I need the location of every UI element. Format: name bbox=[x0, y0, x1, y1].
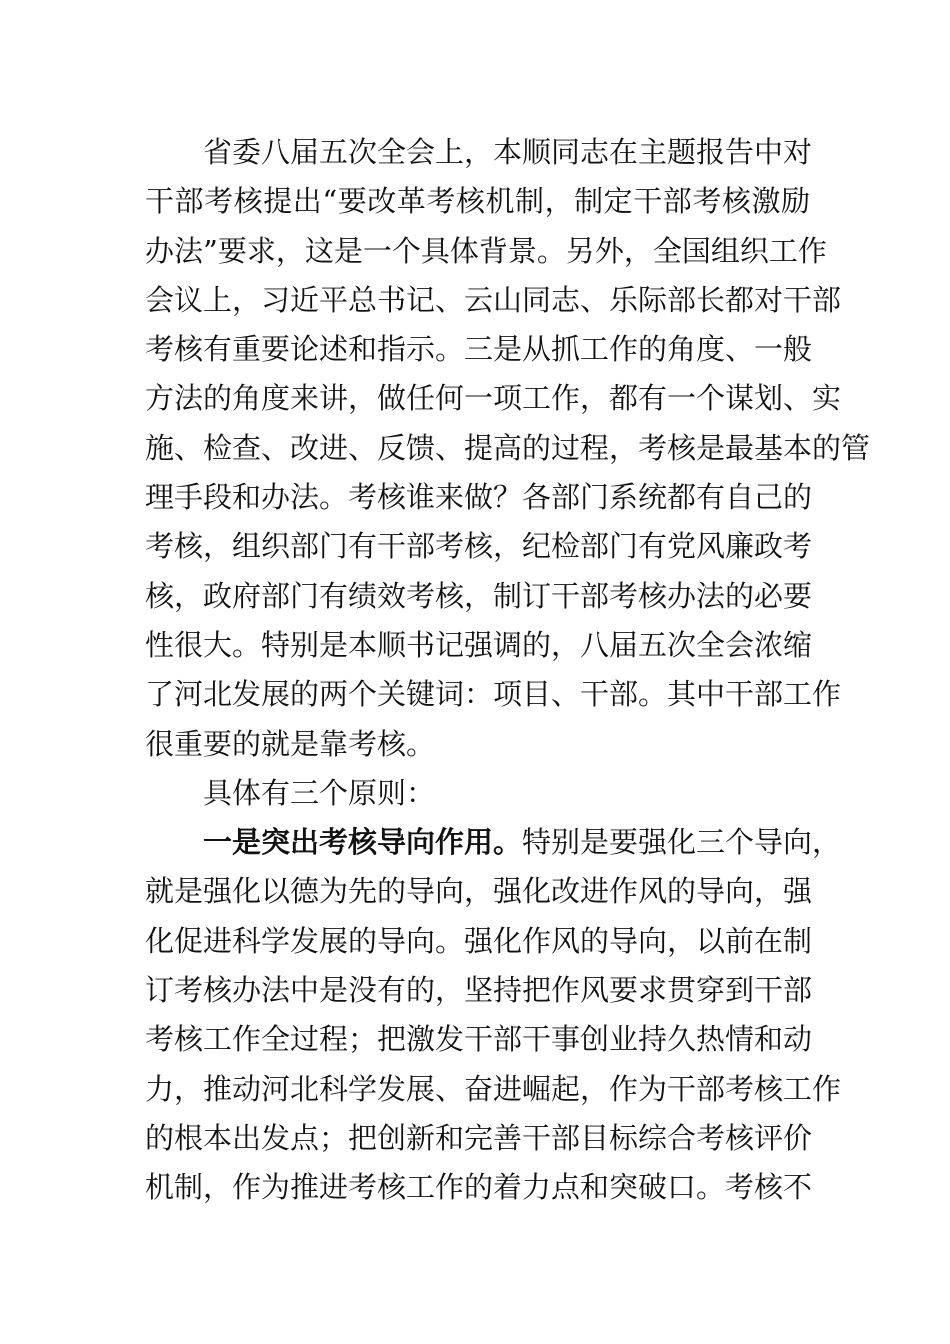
principle-heading: 一是突出考核导向作用。 bbox=[203, 825, 523, 860]
text-line bbox=[145, 818, 842, 867]
text-line: 施、检查、改进、反馈、提高的过程，考核是最基本的管 bbox=[145, 430, 871, 465]
text-line: 了河北发展的两个关键词：项目、干部。其中干部工作 bbox=[145, 677, 842, 712]
text-line: 就是强化以德为先的导向，强化改进作风的导向，强 bbox=[145, 874, 813, 909]
principle-text: 特别是要强化三个导向， bbox=[522, 825, 842, 860]
text-line: 考核工作全过程；把激发干部干事创业持久热情和动 bbox=[145, 1022, 813, 1057]
text-line: 化促进科学发展的导向。强化作风的导向，以前在制 bbox=[145, 923, 813, 958]
document-body bbox=[145, 128, 871, 1213]
text-line: 力，推动河北科学发展、奋进崛起，作为干部考核工作 bbox=[145, 1071, 842, 1106]
text-line: 考核有重要论述和指示。三是从抓工作的角度、一般 bbox=[145, 332, 813, 367]
text-line: 考核，组织部门有干部考核，纪检部门有党风廉政考 bbox=[145, 529, 813, 564]
text-line: 订考核办法中是没有的，坚持把作风要求贯穿到干部 bbox=[145, 973, 813, 1008]
paragraph-principles-intro bbox=[145, 769, 810, 818]
text-line: 核，政府部门有绩效考核，制订干部考核办法的必要 bbox=[145, 578, 813, 613]
text-line: 会议上，习近平总书记、云山同志、乐际部长都对干部 bbox=[145, 282, 842, 317]
text-line: 性很大。特别是本顺书记强调的，八届五次全会浓缩 bbox=[145, 627, 813, 662]
text-line: 方法的角度来讲，做任何一项工作，都有一个谋划、实 bbox=[145, 381, 842, 416]
text-line: 理手段和办法。考核谁来做？各部门系统都有自己的 bbox=[145, 480, 813, 515]
text-line: 很重要的就是靠考核。 bbox=[145, 726, 436, 761]
text-line: 的根本出发点；把创新和完善干部目标综合考核评价 bbox=[145, 1120, 813, 1155]
text-line: 省委八届五次全会上，本顺同志在主题报告中对 bbox=[203, 135, 813, 169]
text-line: 办法”要求，这是一个具体背景。另外，全国组织工作 bbox=[145, 233, 827, 268]
text-line: 机制，作为推进考核工作的着力点和突破口。考核不 bbox=[145, 1170, 813, 1205]
text-line: 干部考核提出“要改革考核机制，制定干部考核激励 bbox=[145, 184, 810, 219]
paragraph-principle-one bbox=[145, 818, 842, 1212]
paragraph-background bbox=[145, 128, 871, 769]
text-line: 具体有三个原则： bbox=[203, 775, 436, 810]
